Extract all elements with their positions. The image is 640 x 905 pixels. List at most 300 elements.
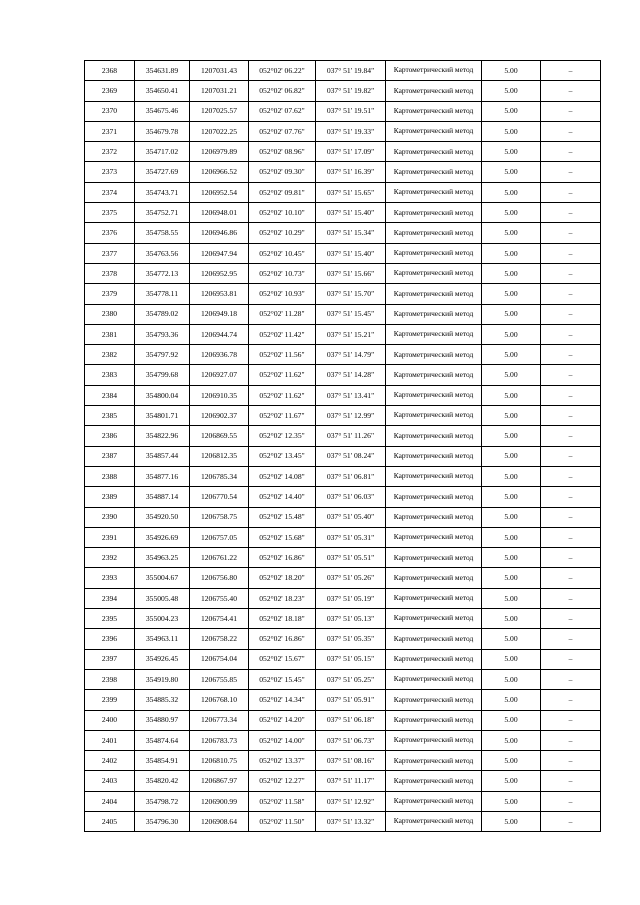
point-number-cell: 2402	[85, 751, 135, 771]
x-coordinate-cell: 354631.89	[135, 61, 190, 81]
table-row	[85, 527, 601, 547]
x-coordinate-cell: 354887.14	[135, 487, 190, 507]
x-coordinate-cell: 354885.32	[135, 690, 190, 710]
note-cell: –	[541, 263, 601, 283]
accuracy-cell: 5.00	[482, 406, 541, 426]
table-row	[85, 203, 601, 223]
table-row	[85, 609, 601, 629]
y-coordinate-cell: 1207031.43	[190, 61, 249, 81]
x-coordinate-cell: 354963.25	[135, 548, 190, 568]
accuracy-cell: 5.00	[482, 426, 541, 446]
point-number-cell: 2382	[85, 345, 135, 365]
x-coordinate-cell: 354801.71	[135, 406, 190, 426]
note-cell: –	[541, 284, 601, 304]
x-coordinate-cell: 355004.23	[135, 609, 190, 629]
y-coordinate-cell: 1206758.22	[190, 629, 249, 649]
longitude-cell: 037° 51' 15.40"	[316, 203, 386, 223]
note-cell: –	[541, 609, 601, 629]
table-row	[85, 568, 601, 588]
longitude-cell: 037° 51' 12.92"	[316, 791, 386, 811]
note-cell: –	[541, 365, 601, 385]
note-cell: –	[541, 507, 601, 527]
method-cell: Картометрический метод	[386, 791, 482, 811]
latitude-cell: 052°02' 18.23"	[249, 588, 316, 608]
point-number-cell: 2370	[85, 101, 135, 121]
y-coordinate-cell: 1206953.81	[190, 284, 249, 304]
longitude-cell: 037° 51' 16.39"	[316, 162, 386, 182]
y-coordinate-cell: 1206754.41	[190, 609, 249, 629]
point-number-cell: 2368	[85, 61, 135, 81]
point-number-cell: 2389	[85, 487, 135, 507]
table-row	[85, 446, 601, 466]
note-cell: –	[541, 121, 601, 141]
method-cell: Картометрический метод	[386, 406, 482, 426]
x-coordinate-cell: 354789.02	[135, 304, 190, 324]
table-row	[85, 284, 601, 304]
point-number-cell: 2398	[85, 669, 135, 689]
y-coordinate-cell: 1206869.55	[190, 426, 249, 446]
accuracy-cell: 5.00	[482, 243, 541, 263]
accuracy-cell: 5.00	[482, 223, 541, 243]
table-row	[85, 101, 601, 121]
point-number-cell: 2399	[85, 690, 135, 710]
point-number-cell: 2372	[85, 142, 135, 162]
y-coordinate-cell: 1206900.99	[190, 791, 249, 811]
point-number-cell: 2392	[85, 548, 135, 568]
latitude-cell: 052°02' 13.45"	[249, 446, 316, 466]
note-cell: –	[541, 629, 601, 649]
table-row	[85, 142, 601, 162]
y-coordinate-cell: 1206902.37	[190, 406, 249, 426]
point-number-cell: 2396	[85, 629, 135, 649]
point-number-cell: 2383	[85, 365, 135, 385]
table-row	[85, 771, 601, 791]
method-cell: Картометрический метод	[386, 203, 482, 223]
x-coordinate-cell: 354772.13	[135, 263, 190, 283]
table-row	[85, 182, 601, 202]
method-cell: Картометрический метод	[386, 507, 482, 527]
x-coordinate-cell: 355004.67	[135, 568, 190, 588]
accuracy-cell: 5.00	[482, 121, 541, 141]
latitude-cell: 052°02' 11.67"	[249, 406, 316, 426]
y-coordinate-cell: 1206949.18	[190, 304, 249, 324]
accuracy-cell: 5.00	[482, 588, 541, 608]
latitude-cell: 052°02' 10.93"	[249, 284, 316, 304]
y-coordinate-cell: 1206758.75	[190, 507, 249, 527]
latitude-cell: 052°02' 09.30"	[249, 162, 316, 182]
note-cell: –	[541, 203, 601, 223]
y-coordinate-cell: 1206936.78	[190, 345, 249, 365]
point-number-cell: 2397	[85, 649, 135, 669]
table-row	[85, 121, 601, 141]
method-cell: Картометрический метод	[386, 182, 482, 202]
latitude-cell: 052°02' 11.58"	[249, 791, 316, 811]
method-cell: Картометрический метод	[386, 548, 482, 568]
x-coordinate-cell: 354880.97	[135, 710, 190, 730]
x-coordinate-cell: 354758.55	[135, 223, 190, 243]
latitude-cell: 052°02' 15.68"	[249, 527, 316, 547]
method-cell: Картометрический метод	[386, 690, 482, 710]
method-cell: Картометрический метод	[386, 466, 482, 486]
longitude-cell: 037° 51' 14.79"	[316, 345, 386, 365]
point-number-cell: 2384	[85, 385, 135, 405]
longitude-cell: 037° 51' 05.40"	[316, 507, 386, 527]
y-coordinate-cell: 1206754.04	[190, 649, 249, 669]
latitude-cell: 052°02' 11.50"	[249, 811, 316, 831]
y-coordinate-cell: 1206867.97	[190, 771, 249, 791]
y-coordinate-cell: 1206908.64	[190, 811, 249, 831]
method-cell: Картометрический метод	[386, 345, 482, 365]
point-number-cell: 2373	[85, 162, 135, 182]
x-coordinate-cell: 354799.68	[135, 365, 190, 385]
longitude-cell: 037° 51' 19.33"	[316, 121, 386, 141]
table-row	[85, 406, 601, 426]
accuracy-cell: 5.00	[482, 385, 541, 405]
y-coordinate-cell: 1206785.34	[190, 466, 249, 486]
x-coordinate-cell: 355005.48	[135, 588, 190, 608]
table-row	[85, 385, 601, 405]
longitude-cell: 037° 51' 19.82"	[316, 81, 386, 101]
note-cell: –	[541, 791, 601, 811]
latitude-cell: 052°02' 15.45"	[249, 669, 316, 689]
latitude-cell: 052°02' 11.62"	[249, 365, 316, 385]
latitude-cell: 052°02' 14.34"	[249, 690, 316, 710]
y-coordinate-cell: 1206946.86	[190, 223, 249, 243]
table-row	[85, 81, 601, 101]
note-cell: –	[541, 243, 601, 263]
method-cell: Картометрический метод	[386, 811, 482, 831]
point-number-cell: 2374	[85, 182, 135, 202]
point-number-cell: 2391	[85, 527, 135, 547]
latitude-cell: 052°02' 11.62"	[249, 385, 316, 405]
accuracy-cell: 5.00	[482, 304, 541, 324]
method-cell: Картометрический метод	[386, 751, 482, 771]
longitude-cell: 037° 51' 19.51"	[316, 101, 386, 121]
latitude-cell: 052°02' 18.20"	[249, 568, 316, 588]
x-coordinate-cell: 354798.72	[135, 791, 190, 811]
note-cell: –	[541, 548, 601, 568]
latitude-cell: 052°02' 10.45"	[249, 243, 316, 263]
y-coordinate-cell: 1206770.54	[190, 487, 249, 507]
y-coordinate-cell: 1206773.34	[190, 710, 249, 730]
point-number-cell: 2394	[85, 588, 135, 608]
longitude-cell: 037° 51' 11.17"	[316, 771, 386, 791]
x-coordinate-cell: 354874.64	[135, 730, 190, 750]
table-row	[85, 791, 601, 811]
note-cell: –	[541, 406, 601, 426]
note-cell: –	[541, 811, 601, 831]
y-coordinate-cell: 1206761.22	[190, 548, 249, 568]
method-cell: Картометрический метод	[386, 263, 482, 283]
point-number-cell: 2404	[85, 791, 135, 811]
table-row	[85, 243, 601, 263]
method-cell: Картометрический метод	[386, 730, 482, 750]
method-cell: Картометрический метод	[386, 426, 482, 446]
note-cell: –	[541, 649, 601, 669]
point-number-cell: 2371	[85, 121, 135, 141]
longitude-cell: 037° 51' 06.73"	[316, 730, 386, 750]
accuracy-cell: 5.00	[482, 101, 541, 121]
point-number-cell: 2388	[85, 466, 135, 486]
note-cell: –	[541, 223, 601, 243]
note-cell: –	[541, 710, 601, 730]
method-cell: Картометрический метод	[386, 243, 482, 263]
longitude-cell: 037° 51' 15.70"	[316, 284, 386, 304]
method-cell: Картометрический метод	[386, 385, 482, 405]
x-coordinate-cell: 354820.42	[135, 771, 190, 791]
longitude-cell: 037° 51' 06.03"	[316, 487, 386, 507]
accuracy-cell: 5.00	[482, 142, 541, 162]
x-coordinate-cell: 354752.71	[135, 203, 190, 223]
note-cell: –	[541, 669, 601, 689]
accuracy-cell: 5.00	[482, 284, 541, 304]
point-number-cell: 2400	[85, 710, 135, 730]
method-cell: Картометрический метод	[386, 81, 482, 101]
note-cell: –	[541, 304, 601, 324]
accuracy-cell: 5.00	[482, 629, 541, 649]
longitude-cell: 037° 51' 05.13"	[316, 609, 386, 629]
table-row	[85, 162, 601, 182]
note-cell: –	[541, 730, 601, 750]
x-coordinate-cell: 354763.56	[135, 243, 190, 263]
accuracy-cell: 5.00	[482, 669, 541, 689]
accuracy-cell: 5.00	[482, 609, 541, 629]
table-row	[85, 61, 601, 81]
point-number-cell: 2376	[85, 223, 135, 243]
point-number-cell: 2401	[85, 730, 135, 750]
table-row	[85, 669, 601, 689]
y-coordinate-cell: 1206812.35	[190, 446, 249, 466]
y-coordinate-cell: 1206979.89	[190, 142, 249, 162]
accuracy-cell: 5.00	[482, 446, 541, 466]
x-coordinate-cell: 354675.46	[135, 101, 190, 121]
table-row	[85, 649, 601, 669]
point-number-cell: 2385	[85, 406, 135, 426]
point-number-cell: 2405	[85, 811, 135, 831]
point-number-cell: 2369	[85, 81, 135, 101]
longitude-cell: 037° 51' 15.65"	[316, 182, 386, 202]
method-cell: Картометрический метод	[386, 223, 482, 243]
longitude-cell: 037° 51' 05.35"	[316, 629, 386, 649]
method-cell: Картометрический метод	[386, 324, 482, 344]
accuracy-cell: 5.00	[482, 568, 541, 588]
table-body	[85, 61, 601, 832]
method-cell: Картометрический метод	[386, 284, 482, 304]
method-cell: Картометрический метод	[386, 304, 482, 324]
table-row	[85, 426, 601, 446]
table-row	[85, 365, 601, 385]
method-cell: Картометрический метод	[386, 446, 482, 466]
longitude-cell: 037° 51' 15.45"	[316, 304, 386, 324]
latitude-cell: 052°02' 08.96"	[249, 142, 316, 162]
x-coordinate-cell: 354857.44	[135, 446, 190, 466]
latitude-cell: 052°02' 18.18"	[249, 609, 316, 629]
method-cell: Картометрический метод	[386, 771, 482, 791]
method-cell: Картометрический метод	[386, 487, 482, 507]
latitude-cell: 052°02' 14.40"	[249, 487, 316, 507]
point-number-cell: 2386	[85, 426, 135, 446]
latitude-cell: 052°02' 07.62"	[249, 101, 316, 121]
y-coordinate-cell: 1207025.57	[190, 101, 249, 121]
y-coordinate-cell: 1206768.10	[190, 690, 249, 710]
y-coordinate-cell: 1206755.85	[190, 669, 249, 689]
y-coordinate-cell: 1206910.35	[190, 385, 249, 405]
note-cell: –	[541, 324, 601, 344]
accuracy-cell: 5.00	[482, 61, 541, 81]
point-number-cell: 2387	[85, 446, 135, 466]
latitude-cell: 052°02' 13.37"	[249, 751, 316, 771]
point-number-cell: 2377	[85, 243, 135, 263]
table-row	[85, 548, 601, 568]
latitude-cell: 052°02' 10.73"	[249, 263, 316, 283]
x-coordinate-cell: 354926.45	[135, 649, 190, 669]
latitude-cell: 052°02' 11.56"	[249, 345, 316, 365]
method-cell: Картометрический метод	[386, 101, 482, 121]
latitude-cell: 052°02' 14.20"	[249, 710, 316, 730]
y-coordinate-cell: 1207031.21	[190, 81, 249, 101]
y-coordinate-cell: 1206755.40	[190, 588, 249, 608]
accuracy-cell: 5.00	[482, 751, 541, 771]
x-coordinate-cell: 354797.92	[135, 345, 190, 365]
x-coordinate-cell: 354796.30	[135, 811, 190, 831]
coordinates-table	[84, 60, 601, 832]
x-coordinate-cell: 354778.11	[135, 284, 190, 304]
y-coordinate-cell: 1206944.74	[190, 324, 249, 344]
longitude-cell: 037° 51' 14.28"	[316, 365, 386, 385]
y-coordinate-cell: 1206810.75	[190, 751, 249, 771]
table-row	[85, 690, 601, 710]
latitude-cell: 052°02' 15.48"	[249, 507, 316, 527]
x-coordinate-cell: 354650.41	[135, 81, 190, 101]
accuracy-cell: 5.00	[482, 649, 541, 669]
accuracy-cell: 5.00	[482, 811, 541, 831]
note-cell: –	[541, 487, 601, 507]
x-coordinate-cell: 354822.96	[135, 426, 190, 446]
latitude-cell: 052°02' 15.67"	[249, 649, 316, 669]
note-cell: –	[541, 182, 601, 202]
note-cell: –	[541, 751, 601, 771]
x-coordinate-cell: 354793.36	[135, 324, 190, 344]
method-cell: Картометрический метод	[386, 121, 482, 141]
accuracy-cell: 5.00	[482, 487, 541, 507]
table-row	[85, 588, 601, 608]
note-cell: –	[541, 446, 601, 466]
latitude-cell: 052°02' 11.28"	[249, 304, 316, 324]
x-coordinate-cell: 354854.91	[135, 751, 190, 771]
point-number-cell: 2380	[85, 304, 135, 324]
note-cell: –	[541, 568, 601, 588]
note-cell: –	[541, 527, 601, 547]
x-coordinate-cell: 354919.80	[135, 669, 190, 689]
method-cell: Картометрический метод	[386, 142, 482, 162]
method-cell: Картометрический метод	[386, 588, 482, 608]
note-cell: –	[541, 426, 601, 446]
longitude-cell: 037° 51' 13.32"	[316, 811, 386, 831]
note-cell: –	[541, 61, 601, 81]
table-row	[85, 629, 601, 649]
longitude-cell: 037° 51' 08.24"	[316, 446, 386, 466]
latitude-cell: 052°02' 14.08"	[249, 466, 316, 486]
latitude-cell: 052°02' 11.42"	[249, 324, 316, 344]
accuracy-cell: 5.00	[482, 710, 541, 730]
table-row	[85, 751, 601, 771]
method-cell: Картометрический метод	[386, 710, 482, 730]
longitude-cell: 037° 51' 05.51"	[316, 548, 386, 568]
point-number-cell: 2378	[85, 263, 135, 283]
method-cell: Картометрический метод	[386, 61, 482, 81]
y-coordinate-cell: 1206947.94	[190, 243, 249, 263]
method-cell: Картометрический метод	[386, 649, 482, 669]
longitude-cell: 037° 51' 05.15"	[316, 649, 386, 669]
note-cell: –	[541, 81, 601, 101]
longitude-cell: 037° 51' 05.25"	[316, 669, 386, 689]
note-cell: –	[541, 690, 601, 710]
x-coordinate-cell: 354743.71	[135, 182, 190, 202]
table-row	[85, 811, 601, 831]
y-coordinate-cell: 1206948.01	[190, 203, 249, 223]
longitude-cell: 037° 51' 13.41"	[316, 385, 386, 405]
accuracy-cell: 5.00	[482, 81, 541, 101]
accuracy-cell: 5.00	[482, 345, 541, 365]
longitude-cell: 037° 51' 12.99"	[316, 406, 386, 426]
accuracy-cell: 5.00	[482, 162, 541, 182]
point-number-cell: 2393	[85, 568, 135, 588]
note-cell: –	[541, 385, 601, 405]
y-coordinate-cell: 1207022.25	[190, 121, 249, 141]
y-coordinate-cell: 1206927.07	[190, 365, 249, 385]
x-coordinate-cell: 354963.11	[135, 629, 190, 649]
longitude-cell: 037° 51' 08.16"	[316, 751, 386, 771]
y-coordinate-cell: 1206952.54	[190, 182, 249, 202]
latitude-cell: 052°02' 12.27"	[249, 771, 316, 791]
longitude-cell: 037° 51' 15.34"	[316, 223, 386, 243]
point-number-cell: 2390	[85, 507, 135, 527]
note-cell: –	[541, 588, 601, 608]
accuracy-cell: 5.00	[482, 365, 541, 385]
table-row	[85, 466, 601, 486]
longitude-cell: 037° 51' 15.21"	[316, 324, 386, 344]
accuracy-cell: 5.00	[482, 791, 541, 811]
longitude-cell: 037° 51' 11.26"	[316, 426, 386, 446]
x-coordinate-cell: 354877.16	[135, 466, 190, 486]
method-cell: Картометрический метод	[386, 162, 482, 182]
y-coordinate-cell: 1206783.73	[190, 730, 249, 750]
accuracy-cell: 5.00	[482, 324, 541, 344]
note-cell: –	[541, 101, 601, 121]
x-coordinate-cell: 354800.04	[135, 385, 190, 405]
table-row	[85, 345, 601, 365]
table-row	[85, 507, 601, 527]
point-number-cell: 2381	[85, 324, 135, 344]
table-row	[85, 730, 601, 750]
accuracy-cell: 5.00	[482, 263, 541, 283]
latitude-cell: 052°02' 07.76"	[249, 121, 316, 141]
latitude-cell: 052°02' 10.29"	[249, 223, 316, 243]
note-cell: –	[541, 345, 601, 365]
table-row	[85, 263, 601, 283]
accuracy-cell: 5.00	[482, 527, 541, 547]
note-cell: –	[541, 466, 601, 486]
table-row	[85, 304, 601, 324]
longitude-cell: 037° 51' 19.84"	[316, 61, 386, 81]
y-coordinate-cell: 1206952.95	[190, 263, 249, 283]
latitude-cell: 052°02' 10.10"	[249, 203, 316, 223]
method-cell: Картометрический метод	[386, 568, 482, 588]
longitude-cell: 037° 51' 05.19"	[316, 588, 386, 608]
method-cell: Картометрический метод	[386, 669, 482, 689]
latitude-cell: 052°02' 06.22"	[249, 61, 316, 81]
longitude-cell: 037° 51' 17.09"	[316, 142, 386, 162]
